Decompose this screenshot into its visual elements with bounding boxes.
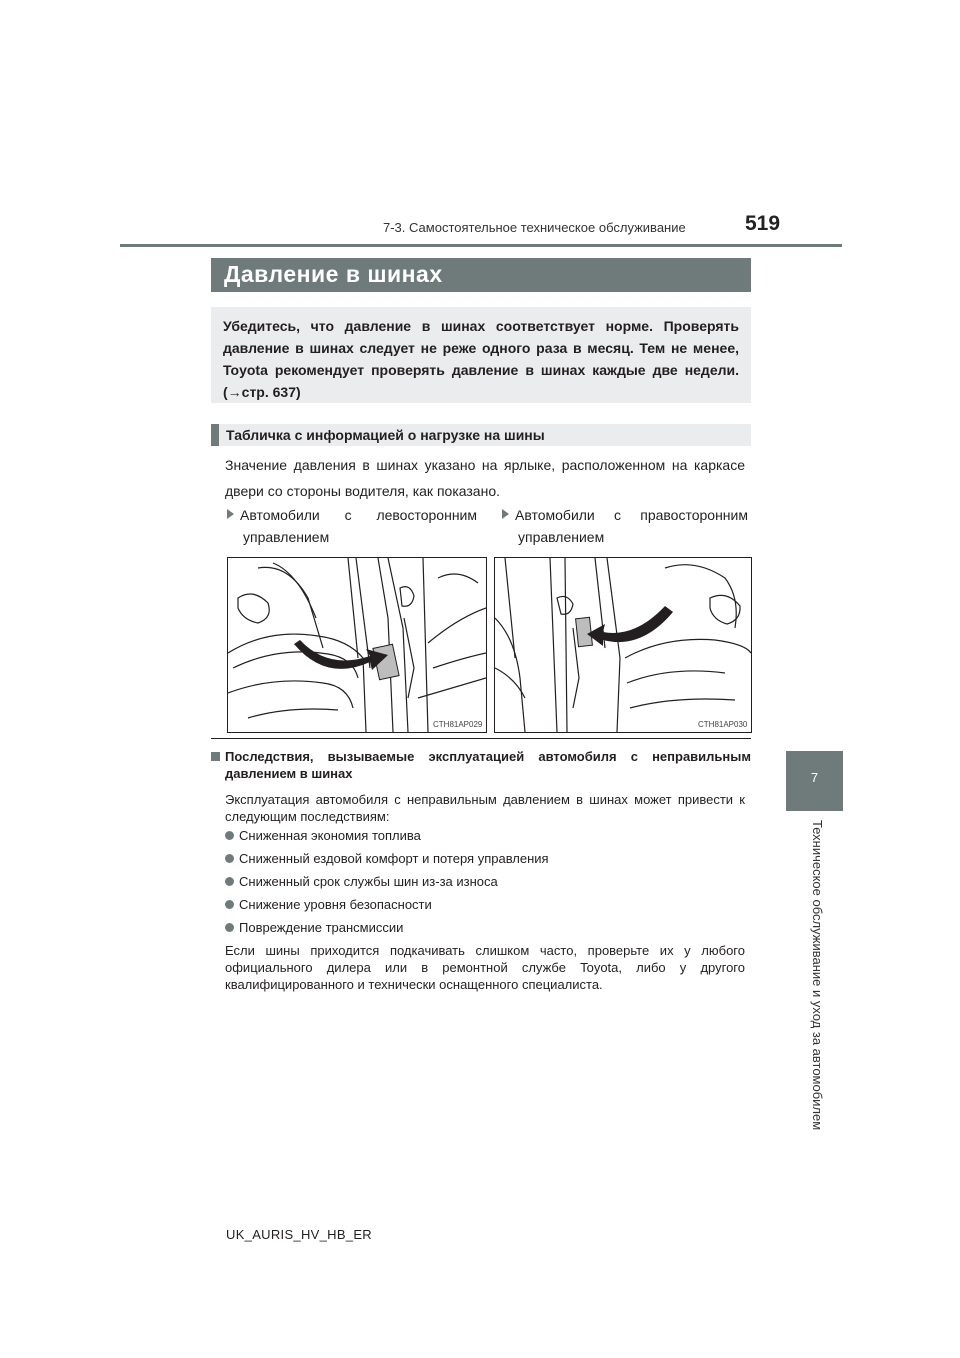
chapter-number: 7 xyxy=(810,770,819,785)
intro-text: Убедитесь, что давление в шинах соответствует норме. Проверять давление в шинах следует не реже одного раза в месяц. Тем не менее, Toyota рекомендует проверять давление в шинах каждые две недели. (→стр. 637) xyxy=(223,318,739,400)
figure-right-code: CTH81AP030 xyxy=(698,720,748,729)
header-rule xyxy=(120,244,842,247)
list-item xyxy=(225,896,432,913)
caption-right xyxy=(502,504,748,548)
consequences-heading xyxy=(211,748,751,782)
list-item xyxy=(225,850,549,867)
document-code: UK_AURIS_HV_HB_ER xyxy=(226,1227,372,1242)
caption-right-line1: Автомобили с правосторонним xyxy=(515,507,748,523)
list-item xyxy=(225,919,403,936)
consequences-outro: Если шины приходится подкачивать слишком часто, проверьте их у любого официального дилера или в ремонтной службе Toyota, либо у другого квалифицированного и технически оснащенного специалиста. xyxy=(225,943,745,992)
page-title: Давление в шинах xyxy=(224,261,443,287)
figure-right-hand-drive xyxy=(494,557,752,733)
section-title: 7-3. Самостоятельное техническое обслуживание xyxy=(383,220,686,235)
circle-bullet-icon xyxy=(225,877,234,886)
triangle-marker-icon xyxy=(502,509,509,519)
circle-bullet-icon xyxy=(225,900,234,909)
caption-left-line2: управлением xyxy=(243,529,330,545)
door-pillar-illustration-right xyxy=(495,558,751,732)
caption-left xyxy=(227,504,477,548)
triangle-marker-icon xyxy=(227,509,234,519)
circle-bullet-icon xyxy=(225,923,234,932)
circle-bullet-icon xyxy=(225,831,234,840)
consequences-intro: Эксплуатация автомобиля с неправильным давлением в шинах может привести к следующим последствиям: xyxy=(225,792,745,824)
list-item xyxy=(225,873,498,890)
section-divider xyxy=(211,738,751,739)
list-item xyxy=(225,827,421,844)
list-item-text: Снижение уровня безопасности xyxy=(239,897,432,912)
subheading: Табличка с информацией о нагрузке на шины xyxy=(226,427,545,443)
subheading-marker xyxy=(211,424,219,446)
figure-left-hand-drive xyxy=(227,557,487,733)
circle-bullet-icon xyxy=(225,854,234,863)
page-number: 519 xyxy=(745,212,781,235)
door-pillar-illustration-left xyxy=(228,558,486,732)
list-item-text: Сниженный ездовой комфорт и потеря управления xyxy=(239,851,549,866)
square-bullet-icon xyxy=(211,752,220,761)
list-item-text: Сниженная экономия топлива xyxy=(239,828,421,843)
caption-right-line2: управлением xyxy=(518,529,605,545)
caption-left-line1: Автомобили с левосторонним xyxy=(240,507,477,523)
lead-paragraph: Значение давления в шинах указано на ярлыке, расположенном на каркасе двери со стороны водителя, как показано. xyxy=(225,457,745,499)
figure-left-code: CTH81AP029 xyxy=(433,720,483,729)
list-item-text: Сниженный срок службы шин из-за износа xyxy=(239,874,498,889)
list-item-text: Повреждение трансмиссии xyxy=(239,920,404,935)
consequences-heading-text: Последствия, вызываемые эксплуатацией автомобиля с неправильным давлением в шинах xyxy=(225,749,751,781)
chapter-title: Техническое обслуживание и уход за автомобилем xyxy=(810,820,825,1131)
